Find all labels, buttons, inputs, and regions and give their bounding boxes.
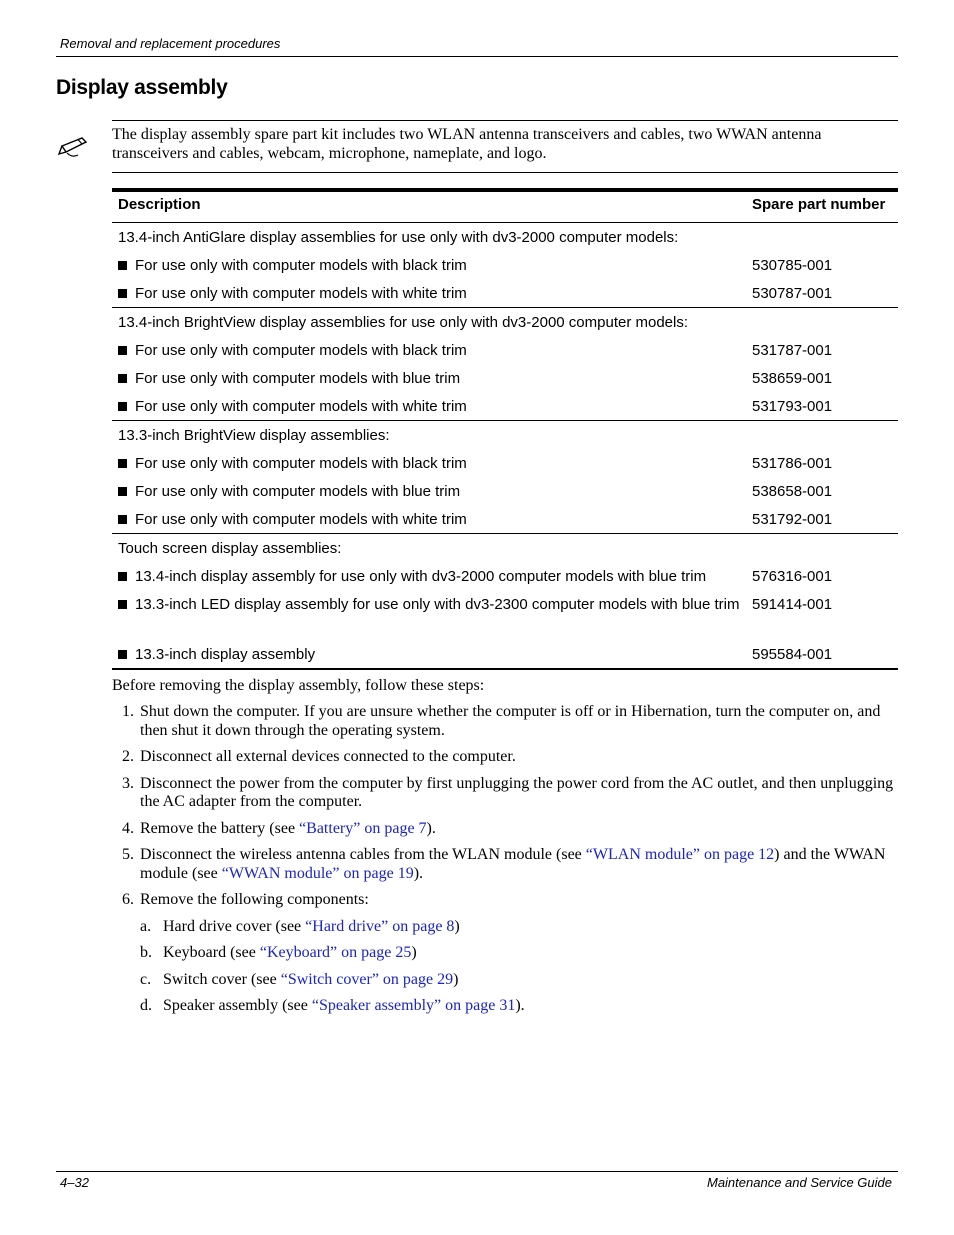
square-bullet-icon <box>118 459 127 468</box>
procedure-step <box>112 775 898 812</box>
table-row <box>112 477 898 505</box>
bullet-item <box>118 596 740 613</box>
table-row <box>112 364 898 392</box>
cross-reference-link[interactable]: “Hard drive” on page 8 <box>305 917 455 935</box>
group-heading: Touch screen display assemblies: <box>112 534 898 563</box>
group-heading-row <box>112 421 898 450</box>
table-row <box>112 251 898 279</box>
substep-text-content: Switch cover (see <box>163 970 281 988</box>
bullet-item <box>118 511 740 528</box>
row-description-cell <box>112 640 746 669</box>
step-number: 3. <box>122 774 134 792</box>
substep-letter: b. <box>140 944 152 961</box>
group-heading-row <box>112 534 898 563</box>
bullet-item <box>118 285 740 302</box>
note-top-rule <box>112 120 898 121</box>
procedure-step <box>112 846 898 883</box>
substep-text-content: Hard drive cover (see <box>163 917 306 935</box>
square-bullet-icon <box>118 515 127 524</box>
square-bullet-icon <box>118 261 127 270</box>
cross-reference-link[interactable]: “Battery” on page 7 <box>299 819 427 837</box>
bullet-item <box>118 342 740 359</box>
column-header-description: Description <box>112 190 746 223</box>
row-description: For use only with computer models with white trim <box>135 510 467 528</box>
row-description: For use only with computer models with black trim <box>135 256 467 274</box>
row-description: 13.3-inch LED display assembly for use only with dv3-2300 computer models with blue trim <box>135 596 740 613</box>
step-number: 5. <box>122 846 134 863</box>
step-text-content: ) and the WWAN module (see <box>140 846 886 882</box>
table-row <box>112 279 898 308</box>
step-text-content: Disconnect all external devices connected to the computer. <box>140 748 516 765</box>
pencil-note-icon <box>56 128 108 164</box>
substep-letter: c. <box>140 970 152 988</box>
bullet-item <box>118 398 740 415</box>
row-description: For use only with computer models with black trim <box>135 454 467 472</box>
note-bottom-rule <box>112 172 898 173</box>
procedure-step <box>112 891 898 1016</box>
row-description: For use only with computer models with black trim <box>135 341 467 359</box>
substep-text-content: Keyboard (see <box>163 944 260 961</box>
header-rule <box>56 56 898 57</box>
substep-text-content: ) <box>454 917 460 935</box>
procedure-step <box>112 748 898 767</box>
row-description-cell <box>112 477 746 505</box>
substep-letter: a. <box>140 917 152 935</box>
row-description-cell <box>112 562 746 590</box>
procedure-substep <box>140 918 898 937</box>
bullet-item <box>118 646 740 663</box>
procedure-substep <box>140 971 898 990</box>
bullet-item <box>118 455 740 472</box>
row-part-number: 538659-001 <box>752 369 833 387</box>
step-text <box>140 748 898 767</box>
row-part-number: 530785-001 <box>752 256 833 274</box>
row-description: 13.4-inch display assembly for use only with dv3-2000 computer models with blue trim <box>135 567 707 585</box>
bullet-item <box>118 568 740 585</box>
step-text-content: Remove the following components: <box>140 891 369 908</box>
running-header: Removal and replacement procedures <box>60 36 281 51</box>
row-description: For use only with computer models with blue trim <box>135 482 461 500</box>
square-bullet-icon <box>118 346 127 355</box>
step-text-content: Remove the battery (see <box>140 819 300 837</box>
cross-reference-link[interactable]: “WLAN module” on page 12 <box>585 846 775 863</box>
table-row <box>112 392 898 421</box>
square-bullet-icon <box>118 374 127 383</box>
procedure-substep <box>140 944 898 963</box>
bullet-item <box>118 257 740 274</box>
row-description-cell <box>112 505 746 534</box>
row-description-cell <box>112 590 746 640</box>
row-description-cell <box>112 279 746 308</box>
substep-letter: d. <box>140 997 152 1014</box>
row-part-number: 576316-001 <box>752 567 833 585</box>
row-description-cell <box>112 336 746 364</box>
row-description: For use only with computer models with white trim <box>135 397 467 415</box>
column-header-part-number: Spare part number <box>746 190 898 223</box>
step-text-content: Disconnect the wireless antenna cables from the WLAN module (see <box>140 846 586 863</box>
table-row <box>112 505 898 534</box>
note-text: The display assembly spare part kit includes two WLAN antenna transceivers and cables, two WWAN antenna transceivers and cables, webcam, microphone, nameplate, and logo. <box>112 126 822 162</box>
procedure-step <box>112 820 898 839</box>
row-part-number: 531786-001 <box>752 454 833 472</box>
row-part-number: 531793-001 <box>752 397 833 415</box>
step-text-content: Disconnect the power from the computer by first unplugging the power cord from the AC outlet, and then unplugging the AC adapter from the computer. <box>140 774 894 810</box>
substep-text-content: Speaker assembly (see <box>163 997 312 1014</box>
row-description: For use only with computer models with blue trim <box>135 369 461 387</box>
procedure-intro: Before removing the display assembly, follow these steps: <box>112 677 485 694</box>
step-text-content: Shut down the computer. If you are unsure whether the computer is off or in Hibernation, turn the computer on, and then shut it down through the operating system. <box>140 703 881 739</box>
row-part-number: 591414-001 <box>752 596 833 613</box>
step-number: 6. <box>122 891 134 908</box>
step-text <box>140 891 898 1016</box>
substep-text <box>163 971 458 990</box>
group-heading: 13.4-inch BrightView display assemblies for use only with dv3-2000 computer models: <box>112 308 898 337</box>
substep-text-content: ) <box>453 970 459 988</box>
table-row <box>112 640 898 669</box>
step-number: 2. <box>122 748 134 765</box>
step-text-content: ). <box>426 819 436 837</box>
square-bullet-icon <box>118 289 127 298</box>
step-text-content: ). <box>413 864 424 882</box>
square-bullet-icon <box>118 402 127 411</box>
substep-text <box>163 944 417 963</box>
procedure-steps <box>112 703 898 1024</box>
cross-reference-link[interactable]: “Switch cover” on page 29 <box>280 970 454 988</box>
bullet-item <box>118 370 740 387</box>
row-description: For use only with computer models with white trim <box>135 284 467 302</box>
step-text <box>140 846 898 883</box>
group-heading-row <box>112 308 898 337</box>
cross-reference-link[interactable]: “Speaker assembly” on page 31 <box>311 997 516 1014</box>
square-bullet-icon <box>118 600 127 609</box>
step-number: 4. <box>122 819 134 837</box>
footer-rule <box>56 1171 898 1172</box>
bullet-item <box>118 483 740 500</box>
row-description-cell <box>112 364 746 392</box>
table-row <box>112 590 898 640</box>
procedure-step <box>112 703 898 740</box>
step-text <box>140 775 898 812</box>
step-text <box>140 703 898 740</box>
row-description-cell <box>112 251 746 279</box>
cross-reference-link[interactable]: “WWAN module” on page 19 <box>221 864 414 882</box>
spare-parts-table <box>112 188 898 670</box>
substep-text-content: ) <box>411 944 417 961</box>
section-title: Display assembly <box>56 76 228 99</box>
table-row <box>112 336 898 364</box>
group-heading-row <box>112 223 898 252</box>
square-bullet-icon <box>118 650 127 659</box>
row-description-cell <box>112 392 746 421</box>
procedure-substep <box>140 997 898 1016</box>
group-heading: 13.3-inch BrightView display assemblies: <box>112 421 898 450</box>
table-row <box>112 562 898 590</box>
row-part-number: 538658-001 <box>752 482 833 500</box>
table-body <box>112 223 898 670</box>
substep-text-content: ). <box>515 997 525 1014</box>
row-part-number: 595584-001 <box>746 640 898 669</box>
row-description: 13.3-inch display assembly <box>135 645 316 663</box>
table-row <box>112 449 898 477</box>
square-bullet-icon <box>118 572 127 581</box>
row-part-number: 531787-001 <box>752 341 833 359</box>
page-number: 4–32 <box>60 1175 89 1190</box>
square-bullet-icon <box>118 487 127 496</box>
substep-text <box>163 997 525 1016</box>
guide-title: Maintenance and Service Guide <box>706 1175 892 1190</box>
group-heading: 13.4-inch AntiGlare display assemblies for use only with dv3-2000 computer models: <box>112 223 898 252</box>
cross-reference-link[interactable]: “Keyboard” on page 25 <box>259 944 412 961</box>
row-description-cell <box>112 449 746 477</box>
row-part-number: 530787-001 <box>752 284 833 302</box>
substep-text <box>163 918 460 937</box>
step-number: 1. <box>122 703 134 720</box>
row-part-number: 531792-001 <box>752 510 833 528</box>
step-text <box>140 820 898 839</box>
table-header-row <box>112 190 898 223</box>
